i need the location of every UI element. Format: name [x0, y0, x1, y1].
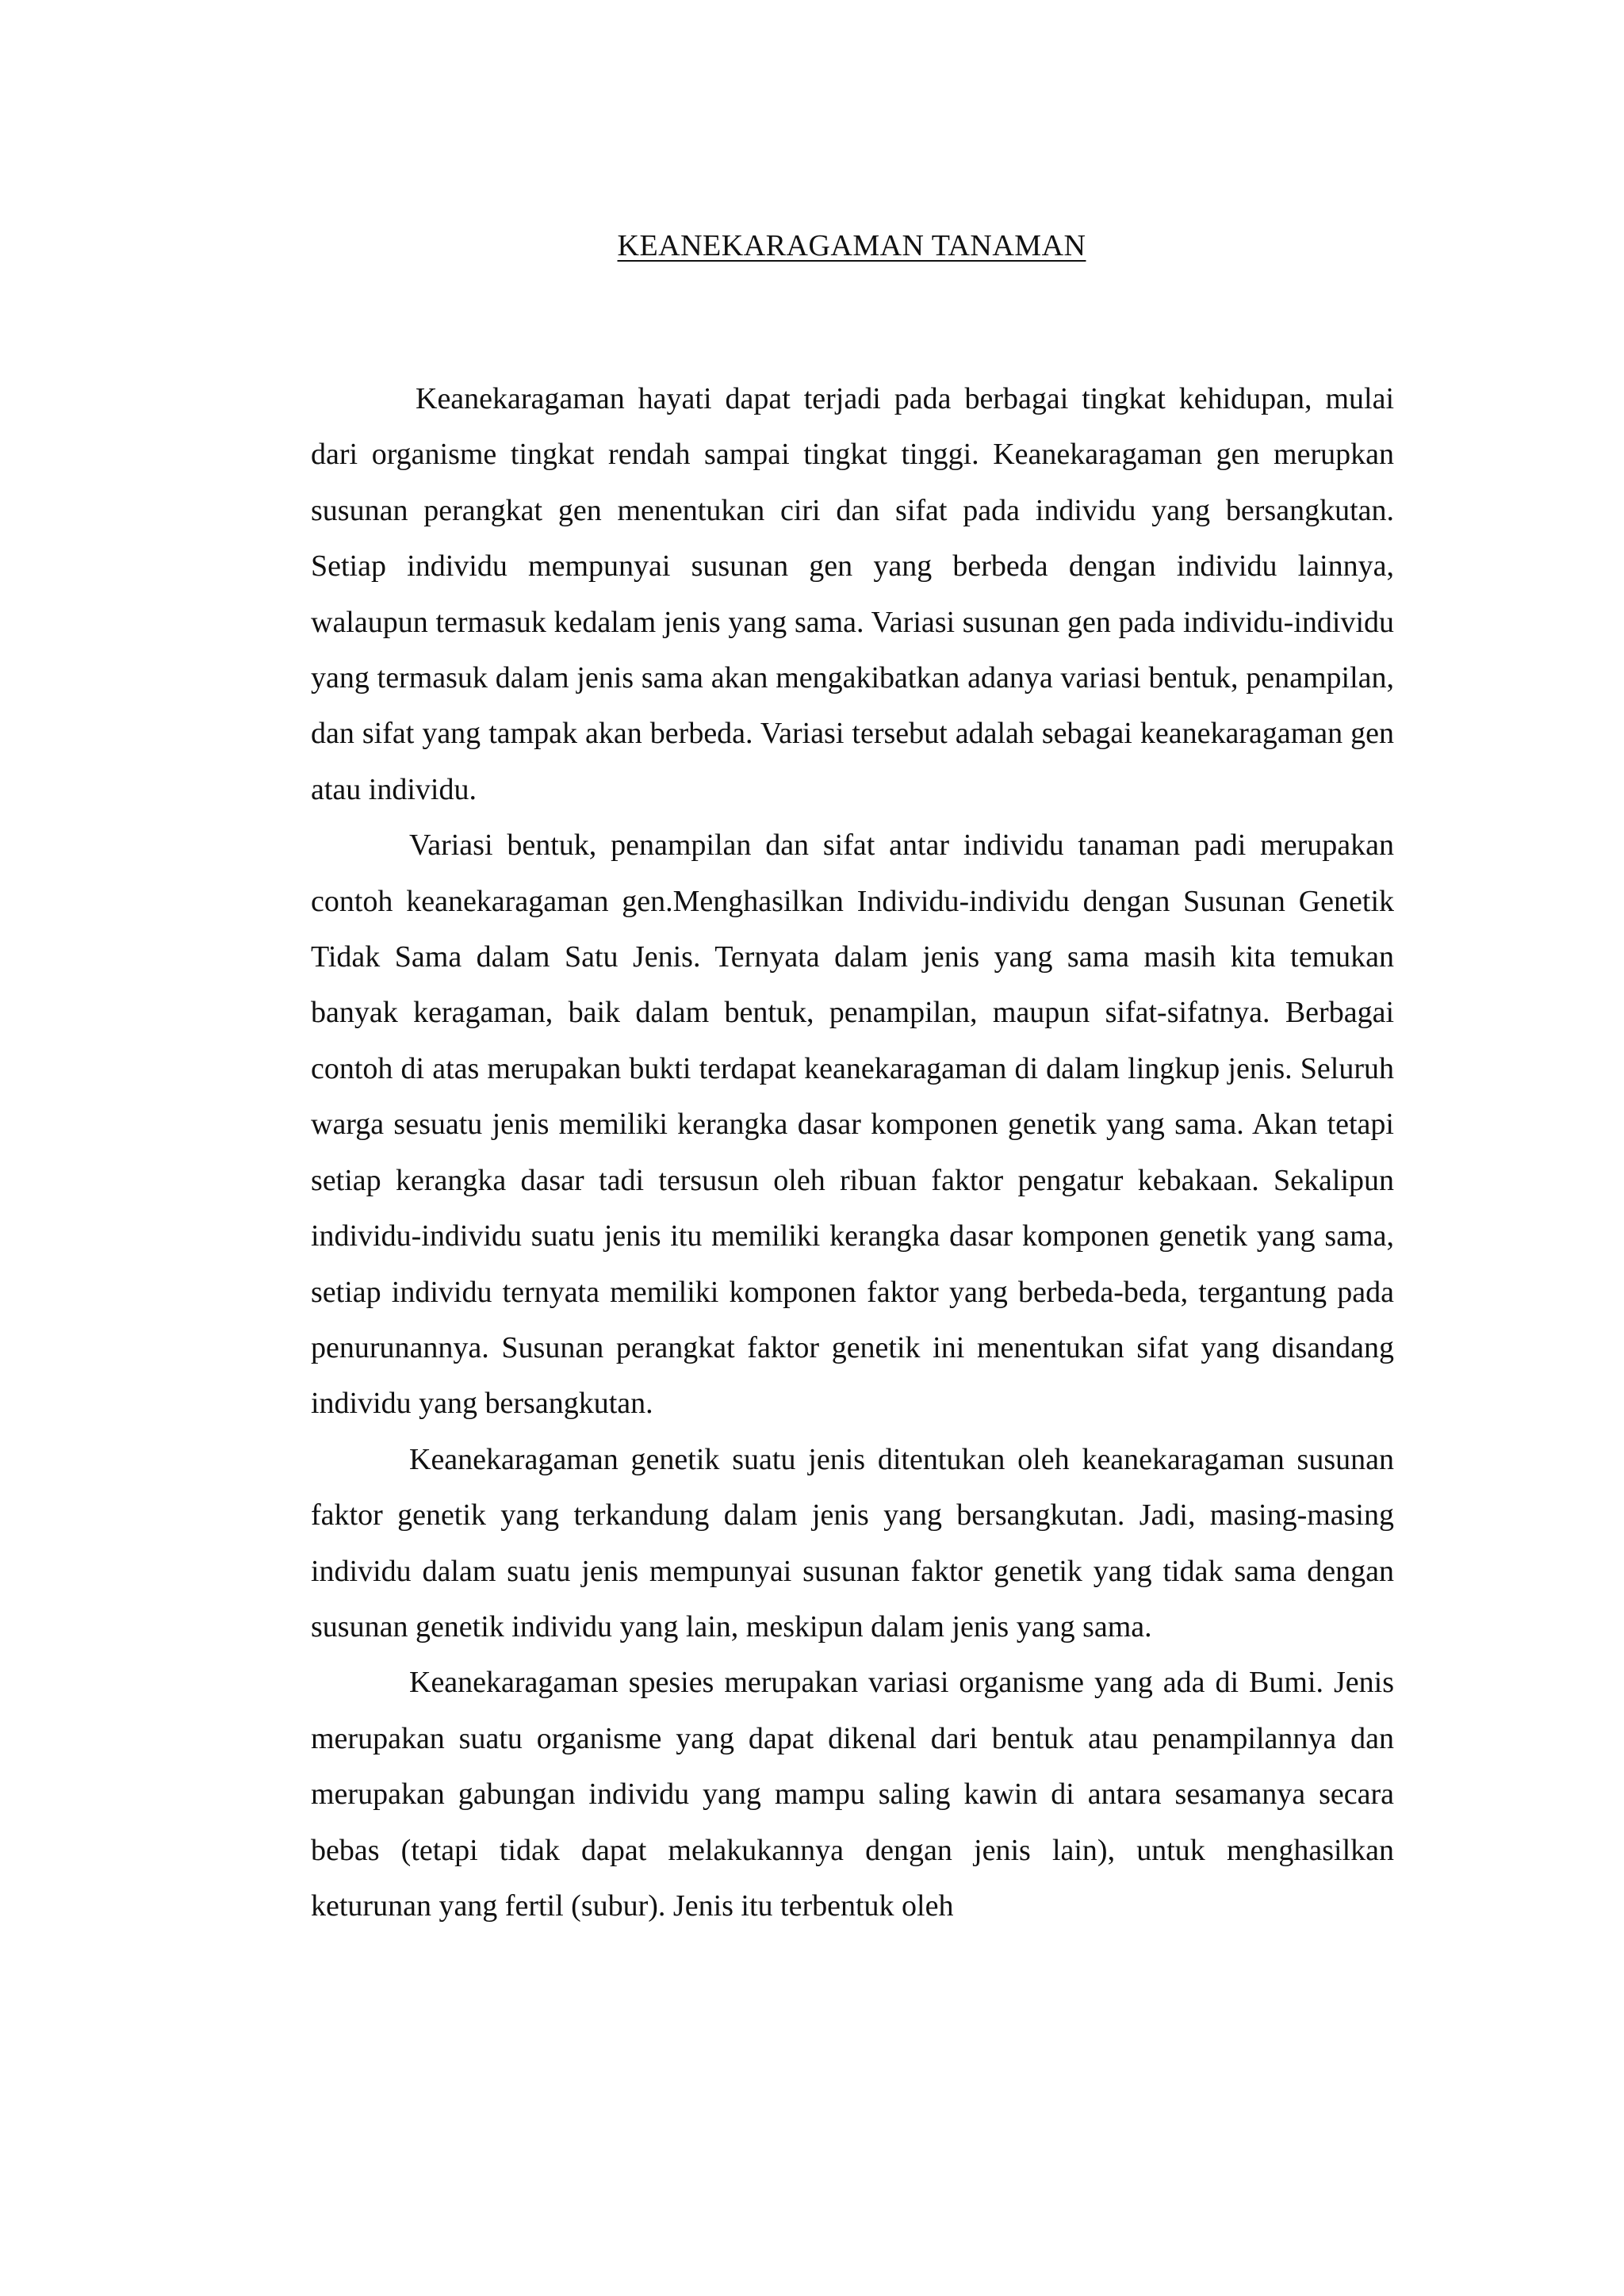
paragraph-4: Keanekaragaman spesies merupakan variasi organisme yang ada di Bumi. Jenis merupakan suatu organisme yang dapat dikenal dari bentuk atau penampilannya dan merupakan gabungan individu yang mampu saling kawin di antara sesamanya secara bebas (tetapi tidak dapat melakukannya dengan jenis lain), untuk menghasilkan keturunan yang fertil (subur). Jenis itu terbentuk oleh	[311, 1666, 1394, 1923]
paragraph-2: Variasi bentuk, penampilan dan sifat antar individu tanaman padi merupakan contoh keanekaragaman gen.Menghasilkan Individu-individu dengan Susunan Genetik Tidak Sama dalam Satu Jenis. Ternyata dalam jenis yang sama masih kita temukan banyak keragaman, baik dalam bentuk, penampilan, maupun sifat-sifatnya. Berbagai contoh di atas merupakan bukti terdapat keanekaragaman di dalam lingkup jenis. Seluruh warga sesuatu jenis memiliki kerangka dasar komponen genetik yang sama. Akan tetapi setiap kerangka dasar tadi tersusun oleh ribuan faktor pengatur kebakaan. Sekalipun individu-individu suatu jenis itu memiliki kerangka dasar komponen genetik yang sama, setiap individu ternyata memiliki komponen faktor yang berbeda-beda, tergantung pada penurunannya. Susunan perangkat faktor genetik ini menentukan sifat yang disandang individu yang bersangkutan.	[311, 828, 1394, 1421]
document-title: KEANEKARAGAMAN TANAMAN	[617, 229, 1086, 262]
paragraph-1: Keanekaragaman hayati dapat terjadi pada berbagai tingkat kehidupan, mulai dari organisme tingkat rendah sampai tingkat tinggi. Keanekaragaman gen merupkan susunan perangkat gen menentukan ciri dan sifat pada individu yang bersangkutan. Setiap individu mempunyai susunan gen yang berbeda dengan individu lainnya, walaupun termasuk kedalam jenis yang sama. Variasi susunan gen pada individu-individu yang termasuk dalam jenis sama akan mengakibatkan adanya variasi bentuk, penampilan, dan sifat yang tampak akan berbeda. Variasi tersebut adalah sebagai keanekaragaman gen atau individu.	[311, 382, 1394, 806]
paragraph-3: Keanekaragaman genetik suatu jenis ditentukan oleh keanekaragaman susunan faktor genetik yang terkandung dalam jenis yang bersangkutan. Jadi, masing-masing individu dalam suatu jenis mempunyai susunan faktor genetik yang tidak sama dengan susunan genetik individu yang lain, meskipun dalam jenis yang sama.	[311, 1442, 1394, 1644]
document-body	[311, 371, 1394, 1934]
